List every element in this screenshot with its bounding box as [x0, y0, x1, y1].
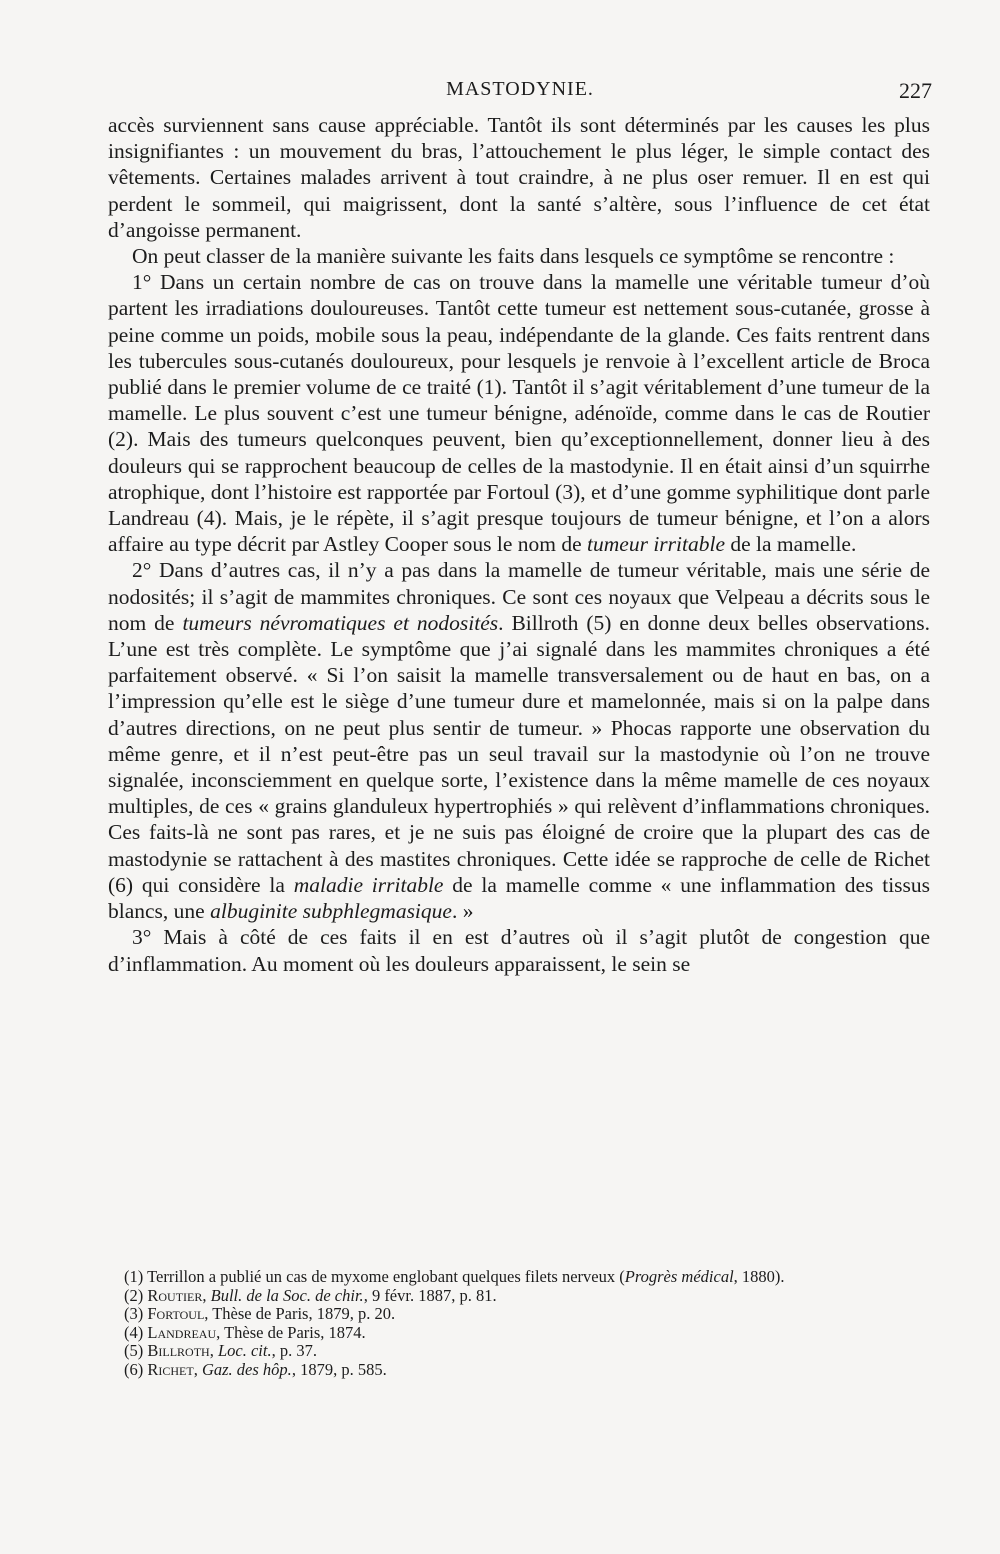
footnote-ref-1[interactable]: (1)	[476, 375, 502, 400]
footnote-ref-2[interactable]: (2)	[108, 427, 134, 452]
paragraph-classification: On peut classer de la manière suivante les faits dans lesquels ce symptôme se rencontre :	[132, 244, 895, 269]
footnote-4: (4) Landreau, Thèse de Paris, 1874.	[124, 1322, 366, 1342]
paragraph-point-2: 2° Dans d’autres cas, il n’y a pas dans la mamelle de tumeur véritable, mais une série de nodosités; il s’agit de mammites chroniques. Ce sont ces noyaux que Velpeau a décrits sous le nom de tumeurs névromatiques et nodosités. Billroth (5) en donne deux belles observations. L’une est très complète. Le symptôme que j’ai signalé dans les mammites chroniques a été parfaitement observé. « Si l’on saisit la mamelle transversalement ou de haut en bas, on a l’impression qu’elle est le siège d’une tumeur dure et mamelonnée, mais si on la palpe dans d’autres directions, on ne peut plus sentir de tumeur. » Phocas rapporte une observation du même genre, et il n’est peut-être pas un seul travail sur la mastodynie où l’on ne trouve signalée, inconsciemment en quelque sorte, l’existence dans la même mamelle de ces noyaux multiples, de ces « grains glanduleux hypertrophiés » qui relèvent d’inflammations chroniques. Ces faits-là ne sont pas rares, et je ne suis pas éloigné de croire que la plupart des cas de mastodynie se rattachent à des mastites chroniques. Cette idée se rapproche de celle de Richet (6) qui considère la maladie irritable de la mamelle comme « une inflammation des tissus blancs, une albuginite subphlegmasique. »	[108, 558, 931, 924]
footnote-6: (6) Richet, Gaz. des hôp., 1879, p. 585.	[124, 1359, 387, 1379]
main-text	[108, 112, 930, 977]
running-title: MASTODYNIE.	[446, 78, 594, 100]
italic-term: tumeur irritable	[587, 532, 725, 557]
footnote-ref-3[interactable]: (3)	[555, 479, 581, 504]
italic-term: maladie irritable	[293, 872, 444, 897]
footnote-ref-4[interactable]: (4)	[196, 506, 222, 531]
italic-term: albuginite subphlegmasique	[210, 899, 452, 924]
italic-term: tumeurs névromatiques et nodosités	[182, 610, 499, 635]
footnote-5: (5) Billroth, Loc. cit., p. 37.	[124, 1341, 317, 1360]
paragraph-point-3: 3° Mais à côté de ces faits il en est d’autres où il s’agit plutôt de congestion que d’inflammation. Au moment où les douleurs apparaissent, le sein se	[108, 925, 930, 976]
page-header	[108, 78, 932, 108]
paragraph-continuation: accès surviennent sans cause appréciable. Tantôt ils sont déterminés par les causes les plus insignifiantes : un mouvement du bras, l’attouchement le plus léger, le simple contact des vêtements. Certaines malades arrivent à tout craindre, à ne plus oser remuer. Il en est qui perdent le sommeil, qui maigrissent, dont la santé s’altère, sous l’influence de cet état d’angoisse permanent.	[108, 113, 930, 242]
paragraph-point-1: 1° Dans un certain nombre de cas on trouve dans la mamelle une véritable tumeur d’où partent les irradiations douloureuses. Tantôt cette tumeur est nettement sous-cutanée, grosse à peine comme un poids, mobile sous la peau, indépendante de la glande. Ces faits rentrent dans les tubercules sous-cutanés douloureux, pour lesquels je renvoie à l’excellent article de Broca publié dans le premier volume de ce traité (1). Tantôt il s’agit véritablement d’une tumeur de la mamelle. Le plus souvent c’est une tumeur bénigne, adénoïde, comme dans le cas de Routier (2). Mais des tumeurs quelconques peuvent, bien qu’exceptionnellement, donner lieu à des douleurs qui se rapprochent beaucoup de celles de la mastodynie. Il en était ainsi d’un squirrhe atrophique, dont l’histoire est rapportée par Fortoul (3), et d’une gomme syphilitique dont parle Landreau (4). Mais, je le répète, il s’agit presque toujours de tumeur bénigne, et l’on a alors affaire au type décrit par Astley Cooper sous le nom de tumeur irritable de la mamelle.	[108, 270, 931, 557]
footnotes	[108, 1268, 930, 1379]
footnote-3: (3) Fortoul, Thèse de Paris, 1879, p. 20.	[124, 1304, 396, 1323]
page-number: 227	[899, 78, 932, 103]
footnote-ref-5[interactable]: (5)	[586, 610, 612, 635]
footnote-1: (1) Terrillon a publié un cas de myxome englobant quelques filets nerveux (Progrès médical, 1880).	[124, 1267, 785, 1286]
footnote-ref-6[interactable]: (6)	[108, 872, 134, 897]
footnote-2: (2) Routier, Bull. de la Soc. de chir., 9 févr. 1887, p. 81.	[124, 1285, 497, 1305]
